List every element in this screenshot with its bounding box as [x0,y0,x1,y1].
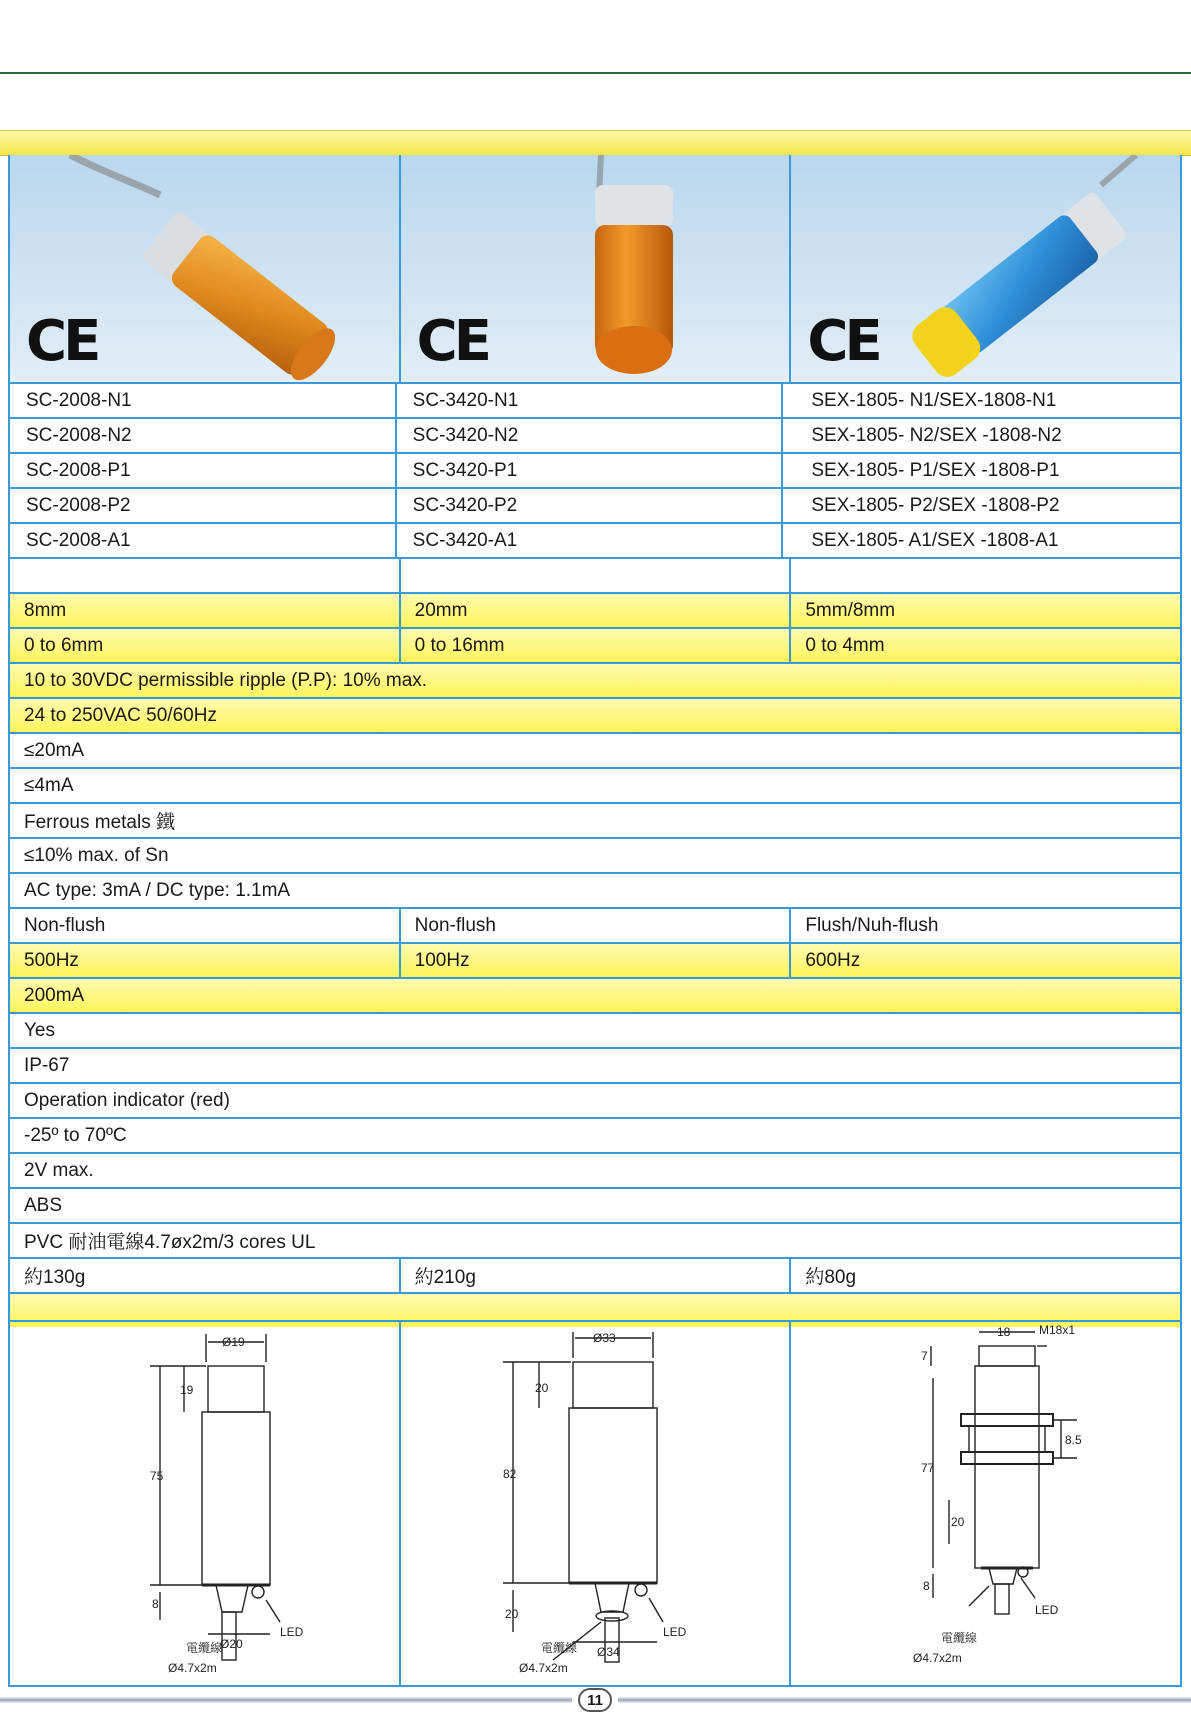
dim-label: Ø20 [220,1637,243,1651]
model-cell: SC-2008-N1 [10,384,397,417]
dimension-drawing-sc3420 [401,1322,791,1687]
spec-table [10,382,1180,1327]
model-cell: SC-3420-A1 [397,524,784,557]
thread-label: M18x1 [1039,1323,1076,1337]
leakage-cell: AC type: 3mA / DC type: 1.1mA [24,879,291,901]
model-cell: SC-2008-P2 [10,489,397,522]
target-cell: Ferrous metals 鐵 [24,812,175,833]
table-row [10,592,1180,627]
temperature-cell: -25º to 70ºC [24,1124,127,1146]
model-cell: SEX-1805- P2/SEX -1808-P2 [811,494,1060,516]
dim-label: Ø19 [222,1335,245,1349]
dim-label: 77 [921,1461,935,1475]
drawing-sex18 [791,1322,1180,1687]
table-row [10,522,1180,557]
drawing-sc2008 [10,1322,401,1687]
dim-label: 20 [534,1381,549,1395]
led-label: LED [662,1625,687,1639]
ce-mark: CE [416,309,489,374]
protection-cell: Yes [24,1019,55,1041]
product-photos [10,155,1180,382]
product-photo-sc3420 [401,155,792,382]
header-band [0,130,1191,156]
material-cell: ABS [24,1194,63,1216]
setting-distance-cell: 0 to 4mm [805,634,885,656]
model-cell: SEX-1805- A1/SEX -1808-A1 [811,529,1059,551]
led-label: LED [1035,1603,1059,1617]
table-row [10,382,1180,417]
dc-supply-cell: 10 to 30VDC permissible ripple (P.P): 10% max. [24,669,428,691]
dim-label: 82 [502,1467,517,1481]
table-row [10,627,1180,662]
weight-cell: 約210g [401,1259,792,1292]
table-row-empty [10,557,1180,592]
footer-bar-left [0,1697,572,1703]
model-cell: SEX-1805- N1/SEX-1808-N1 [811,389,1057,411]
dim-label: 8 [152,1597,159,1611]
model-cell: SC-3420-N1 [397,384,784,417]
cable-label: Ø4.7x2m [913,1651,963,1665]
dim-label: 20 [951,1515,965,1529]
dim-label: 19 [180,1383,194,1397]
model-cell: SC-3420-P2 [397,489,784,522]
model-cell: SEX-1805- N2/SEX -1808-N2 [811,424,1062,446]
frequency-cell: 100Hz [401,944,792,977]
table-row [10,872,1180,907]
cable-label-cn: 電纜線 [941,1631,978,1645]
led-label: LED [280,1625,304,1639]
table-row [10,802,1180,837]
dim-label: Ø34 [596,1645,620,1659]
setting-distance-cell: 0 to 16mm [401,629,792,662]
table-row [10,767,1180,802]
cable-label-cn: 電纜線 [186,1641,223,1655]
dimension-drawings [10,1320,1180,1687]
mounting-cell: Non-flush [401,909,792,942]
table-row [10,1187,1180,1222]
sensing-distance-cell: 20mm [401,594,792,627]
frequency-cell: 600Hz [805,949,861,971]
weight-cell: 約80g [805,1267,857,1288]
sensing-distance-cell: 5mm/8mm [805,599,896,621]
dim-label: 20 [504,1607,519,1621]
dim-label: 75 [150,1469,164,1483]
empty-cell [401,559,792,592]
page-footer [0,1688,1191,1712]
voltage-drop-cell: 2V max. [24,1159,94,1181]
dim-label: 8 [923,1579,931,1593]
table-row [10,942,1180,977]
page-number: 11 [578,1688,612,1712]
output-current-cell: 200mA [24,984,85,1006]
current-cell: ≤4mA [24,774,74,796]
cable-label-cn: 電纜線 [540,1641,577,1655]
table-row [10,697,1180,732]
footer-bar-right [618,1697,1191,1703]
dim-label: 8.5 [1065,1433,1083,1447]
table-row [10,1222,1180,1257]
table-row [10,1047,1180,1082]
weight-cell: 約130g [10,1259,401,1292]
cable-cell: PVC 耐油電線4.7øx2m/3 cores UL [24,1232,316,1253]
ac-supply-cell: 24 to 250VAC 50/60Hz [24,704,217,726]
mounting-cell: Flush/Nuh-flush [805,914,939,936]
table-row [10,837,1180,872]
dimension-drawing-sex18 [791,1322,1181,1687]
dim-label: 7 [921,1349,929,1363]
model-cell: SC-2008-A1 [10,524,397,557]
table-row [10,452,1180,487]
ip-rating-cell: IP-67 [24,1054,70,1076]
model-cell: SC-2008-P1 [10,454,397,487]
table-row [10,1082,1180,1117]
setting-distance-cell: 0 to 6mm [10,629,401,662]
table-row [10,662,1180,697]
model-cell: SC-3420-N2 [397,419,784,452]
table-row [10,417,1180,452]
current-cell: ≤20mA [24,739,85,761]
sensing-distance-cell: 8mm [10,594,401,627]
dim-label: 18 [997,1325,1011,1339]
product-photo-sex18 [791,155,1180,382]
header-rule [0,72,1191,74]
ce-mark: CE [807,309,879,374]
product-photo-sc2008 [10,155,401,382]
indicator-cell: Operation indicator (red) [24,1089,230,1111]
empty-cell [791,559,1180,592]
cable-label: Ø4.7x2m [518,1661,568,1675]
dim-label: Ø33 [592,1331,616,1345]
model-cell: SC-3420-P1 [397,454,784,487]
table-row [10,1117,1180,1152]
table-row [10,907,1180,942]
empty-cell [10,559,401,592]
table-row [10,1152,1180,1187]
ce-mark: CE [26,309,98,374]
table-row [10,487,1180,522]
cable-label: Ø4.7x2m [168,1661,217,1675]
model-cell: SC-2008-N2 [10,419,397,452]
model-cell: SEX-1805- P1/SEX -1808-P1 [811,459,1060,481]
hysteresis-cell: ≤10% max. of Sn [24,844,169,866]
mounting-cell: Non-flush [10,909,401,942]
table-row [10,1257,1180,1292]
frequency-cell: 500Hz [10,944,401,977]
drawing-sc3420 [401,1322,792,1687]
dimension-drawing-sc2008 [10,1322,400,1687]
table-row [10,977,1180,1012]
table-row [10,732,1180,767]
table-row [10,1012,1180,1047]
